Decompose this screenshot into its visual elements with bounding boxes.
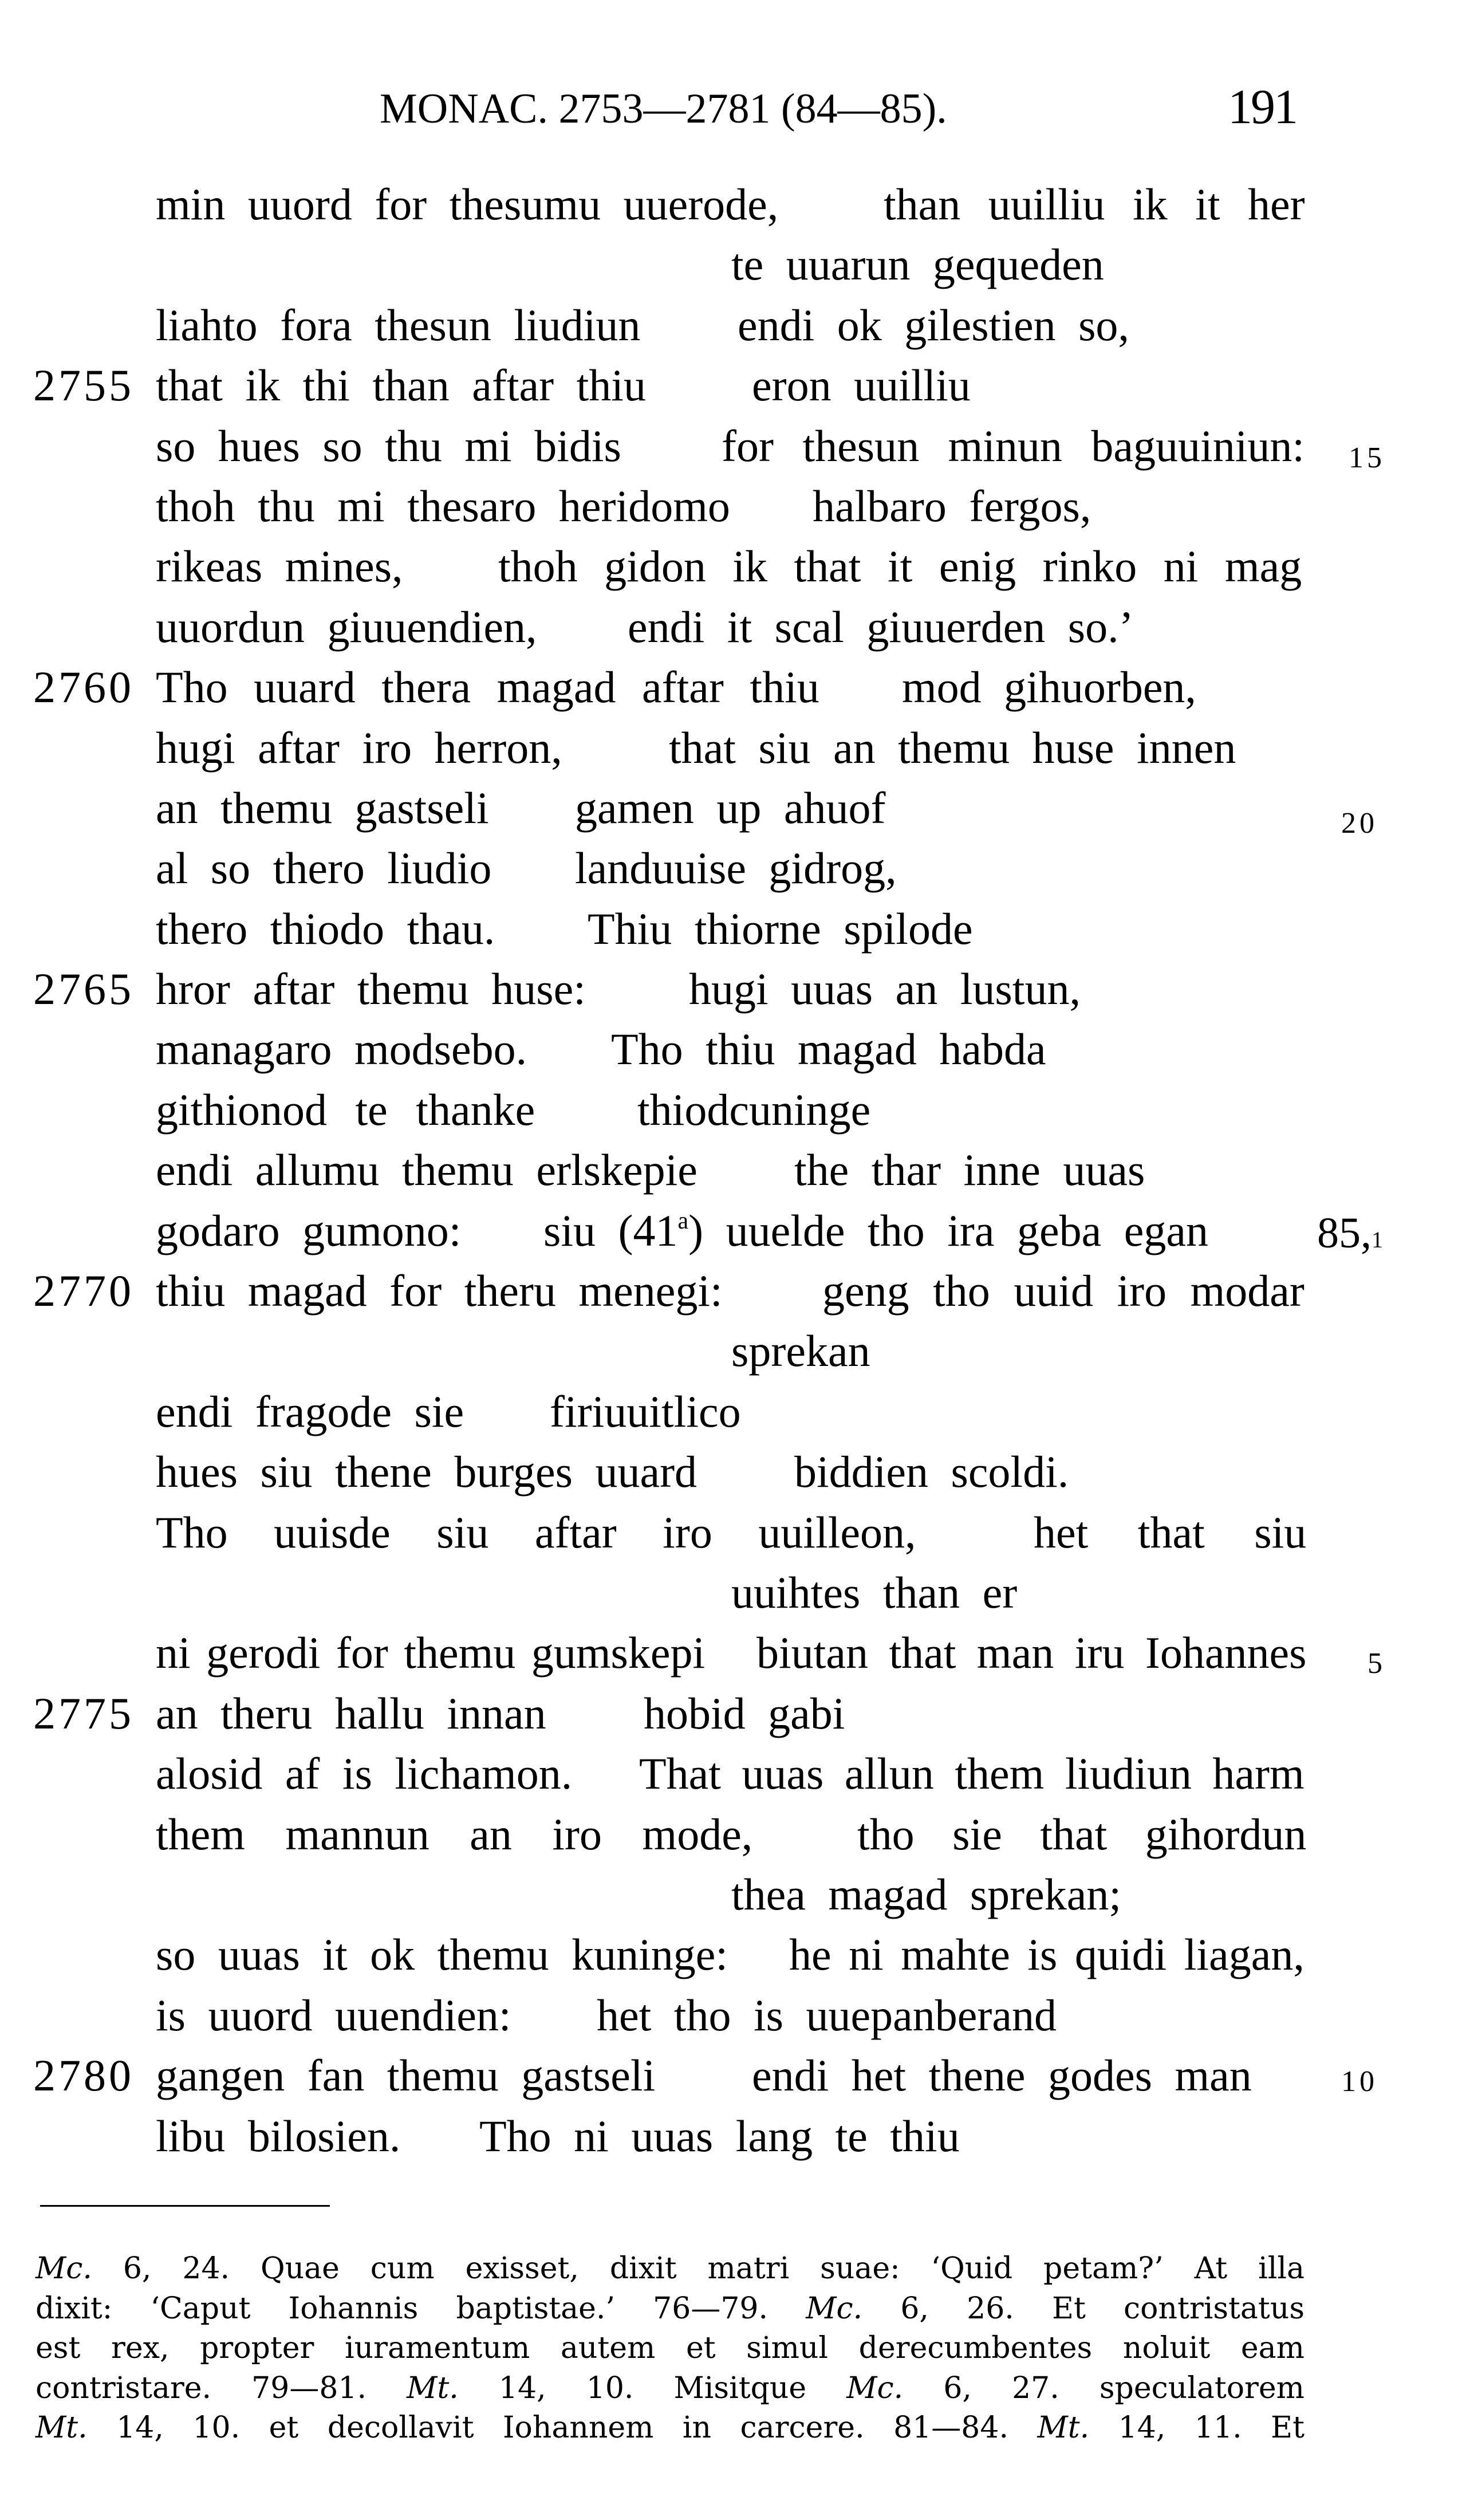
second-half-line: Tho ni uuas lang te thiu <box>479 2110 960 2161</box>
page-number: 191 <box>1228 79 1296 134</box>
footnote-text: 14, 10. et decollavit Iohannem in carcere. 81—84. <box>87 2411 1038 2445</box>
continuation-half-line: sprekan <box>731 1326 870 1376</box>
first-half-line: githionod te thanke <box>156 1084 535 1135</box>
second-half-line: Tho thiu magad habda <box>611 1024 1046 1074</box>
scripture-reference: Mt. <box>407 2371 459 2405</box>
footnote-rule <box>40 2205 330 2207</box>
first-half-line: endi allumu themu erlskepie <box>156 1145 697 1195</box>
second-half-line: the thar inne uuas <box>794 1145 1145 1195</box>
first-half-line: gangen fan themu gastseli <box>156 2050 656 2101</box>
continuation-half-line: thea magad sprekan; <box>731 1869 1122 1919</box>
first-half-line: so hues so thu mi bidis <box>156 420 621 471</box>
second-half-line: than uuilliu ik it her <box>884 179 1305 229</box>
verse-line <box>0 778 1466 838</box>
footnote-text: dixit: ‘Caput Iohannis baptistae.’ 76—79. <box>36 2291 806 2326</box>
first-half-line: Tho uuisde siu aftar iro uuilleon, <box>156 1507 916 1557</box>
footnote-line <box>36 2329 1305 2369</box>
verse-line <box>0 899 1466 959</box>
margin-reference: 15 <box>1349 441 1385 474</box>
margin-reference-sub: 1 <box>1372 1226 1383 1253</box>
verse-text <box>0 174 1466 2166</box>
margin-reference: 10 <box>1341 2065 1378 2098</box>
footnote-text: 6, 27. speculatorem <box>903 2371 1305 2405</box>
verse-line-continuation <box>0 234 1466 294</box>
footnote-text: 14, 11. Et <box>1089 2411 1305 2445</box>
scripture-reference: Mt. <box>36 2411 88 2445</box>
running-title: MONAC. 2753—2781 (84—85). <box>380 85 947 132</box>
second-half-line: that siu an themu huse innen <box>669 722 1236 773</box>
footnote-text: 14, 10. Misitque <box>458 2371 847 2405</box>
first-half-line: Tho uuard thera magad aftar thiu <box>156 662 819 712</box>
verse-line <box>0 1140 1466 1200</box>
verse-line <box>0 1381 1466 1442</box>
line-number: 2765 <box>33 964 134 1014</box>
margin-reference <box>1317 1203 1383 1270</box>
verse-line <box>0 1623 1466 1683</box>
second-half-line: het tho is uuepanberand <box>597 1990 1057 2040</box>
line-number: 2755 <box>33 360 134 411</box>
first-half-line: an theru hallu innan <box>156 1688 546 1738</box>
first-half-line: rikeas mines, <box>156 541 403 592</box>
first-half-line: hror aftar themu huse: <box>156 964 586 1014</box>
second-half-line: eron uuilliu <box>752 360 971 411</box>
scripture-reference: Mc. <box>36 2251 92 2286</box>
first-half-line: libu bilosien. <box>156 2110 401 2161</box>
first-half-line: that ik thi than aftar thiu <box>156 360 646 411</box>
verse-line <box>0 295 1466 355</box>
footnote-text: contristare. 79—81. <box>36 2371 407 2405</box>
first-half-line: hues siu thene burges uuard <box>156 1447 697 1497</box>
second-half-line: thoh gidon ik that it enig rinko ni mag <box>498 541 1302 592</box>
second-half-line: halbaro fergos, <box>813 481 1091 531</box>
footnote-line <box>36 2369 1305 2409</box>
verse-line <box>0 1924 1466 1984</box>
continuation-half-line: te uuarun gequeden <box>731 239 1104 290</box>
verse-line <box>0 174 1466 234</box>
first-half-line: al so thero liudio <box>156 843 492 893</box>
second-half-line: endi het thene godes man <box>752 2050 1252 2101</box>
first-half-line: thoh thu mi thesaro heridomo <box>156 481 730 531</box>
first-half-line: endi fragode sie <box>156 1386 464 1436</box>
verse-line <box>0 476 1466 536</box>
second-half-line: for thesun minun baguuiniun: <box>722 420 1305 471</box>
second-half-line: he ni mahte is quidi liagan, <box>789 1930 1305 1980</box>
second-half-line: thiodcuninge <box>637 1084 871 1135</box>
second-half-line: firiuuitlico <box>550 1386 741 1436</box>
footnote-line <box>36 2408 1305 2448</box>
continuation-half-line: uuihtes than er <box>731 1567 1018 1617</box>
first-half-line: liahto fora thesun liudiun <box>156 300 641 350</box>
first-half-line: is uuord uuendien: <box>156 1990 511 2040</box>
verse-line <box>0 1442 1466 1502</box>
verse-line <box>0 1080 1466 1140</box>
footnote-text: 6, 26. Et contristatus <box>862 2291 1305 2326</box>
second-half-line: mod gihuorben, <box>902 662 1196 712</box>
verse-line <box>0 355 1466 415</box>
first-half-line: an themu gastseli <box>156 782 489 833</box>
second-half-line: That uuas allun them liudiun harm <box>639 1749 1305 1799</box>
verse-line <box>0 657 1466 717</box>
second-half-line <box>543 1200 1208 1261</box>
margin-reference: 5 <box>1368 1647 1386 1680</box>
second-half-text-before: siu (41 <box>543 1205 678 1255</box>
second-half-line: geng tho uuid iro modar <box>822 1266 1305 1316</box>
verse-line-continuation <box>0 1562 1466 1623</box>
footnote-text: 6, 24. Quae cum exisset, dixit matri suae: ‘Quid petam?’ At illa <box>92 2251 1305 2286</box>
second-half-line: landuuise gidrog, <box>575 843 897 893</box>
folio-superscript: a <box>677 1207 689 1234</box>
footnotes <box>36 2249 1305 2448</box>
scripture-reference: Mc. <box>806 2291 863 2326</box>
verse-line <box>0 1985 1466 2045</box>
first-half-line: uuordun giuuendien, <box>156 601 537 652</box>
first-half-line: thiu magad for theru menegi: <box>156 1266 723 1316</box>
verse-line <box>0 718 1466 778</box>
verse-line <box>0 1261 1466 1321</box>
first-half-line: them mannun an iro mode, <box>156 1809 753 1859</box>
second-half-line: gamen up ahuof <box>575 782 886 833</box>
line-number: 2775 <box>33 1688 134 1738</box>
scripture-reference: Mc. <box>846 2371 904 2405</box>
footnote-line <box>36 2289 1305 2329</box>
second-half-line: biddien scoldi. <box>794 1447 1069 1497</box>
verse-line <box>0 536 1466 596</box>
verse-line <box>0 2045 1466 2105</box>
margin-reference-main: 85, <box>1317 1208 1372 1257</box>
line-number: 2770 <box>33 1266 134 1316</box>
first-half-line: ni gerodi for themu gumskepi <box>156 1628 706 1678</box>
first-half-line: managaro modsebo. <box>156 1024 527 1074</box>
verse-line <box>0 1019 1466 1079</box>
verse-line <box>0 1502 1466 1562</box>
first-half-line: godaro gumono: <box>156 1205 462 1255</box>
second-half-line: endi ok gilestien so, <box>738 300 1129 350</box>
verse-line <box>0 1683 1466 1743</box>
verse-line <box>0 597 1466 657</box>
second-half-line: biutan that man iru Iohannes <box>756 1628 1307 1678</box>
line-number: 2760 <box>33 662 134 712</box>
second-half-line: hugi uuas an lustun, <box>689 964 1081 1014</box>
verse-line <box>0 1200 1466 1261</box>
line-number: 2780 <box>33 2050 134 2101</box>
footnote-text: est rex, propter iuramentum autem et simul derecumbentes noluit eam <box>36 2331 1305 2365</box>
verse-line <box>0 416 1466 476</box>
first-half-line: min uuord for thesumu uuerode, <box>156 179 779 229</box>
verse-line <box>0 1804 1466 1864</box>
footnote-line <box>36 2249 1305 2289</box>
verse-line <box>0 2106 1466 2166</box>
first-half-line: thero thiodo thau. <box>156 903 495 954</box>
second-half-line: endi it scal giuuerden so.’ <box>628 601 1134 652</box>
second-half-line: het that siu <box>1034 1507 1307 1557</box>
first-half-line: alosid af is lichamon. <box>156 1749 573 1799</box>
second-half-line: tho sie that gihordun <box>857 1809 1307 1859</box>
scripture-reference: Mt. <box>1037 2411 1090 2445</box>
second-half-text-after: ) uuelde tho ira geba egan <box>688 1205 1208 1255</box>
verse-line-continuation <box>0 1864 1466 1924</box>
first-half-line: hugi aftar iro herron, <box>156 722 562 773</box>
second-half-line: hobid gabi <box>644 1688 845 1738</box>
second-half-line: Thiu thiorne spilode <box>588 903 973 954</box>
verse-line <box>0 1743 1466 1804</box>
verse-line <box>0 959 1466 1019</box>
verse-line <box>0 838 1466 898</box>
margin-reference: 20 <box>1341 806 1378 840</box>
verse-line-continuation <box>0 1321 1466 1381</box>
first-half-line: so uuas it ok themu kuninge: <box>156 1930 728 1980</box>
